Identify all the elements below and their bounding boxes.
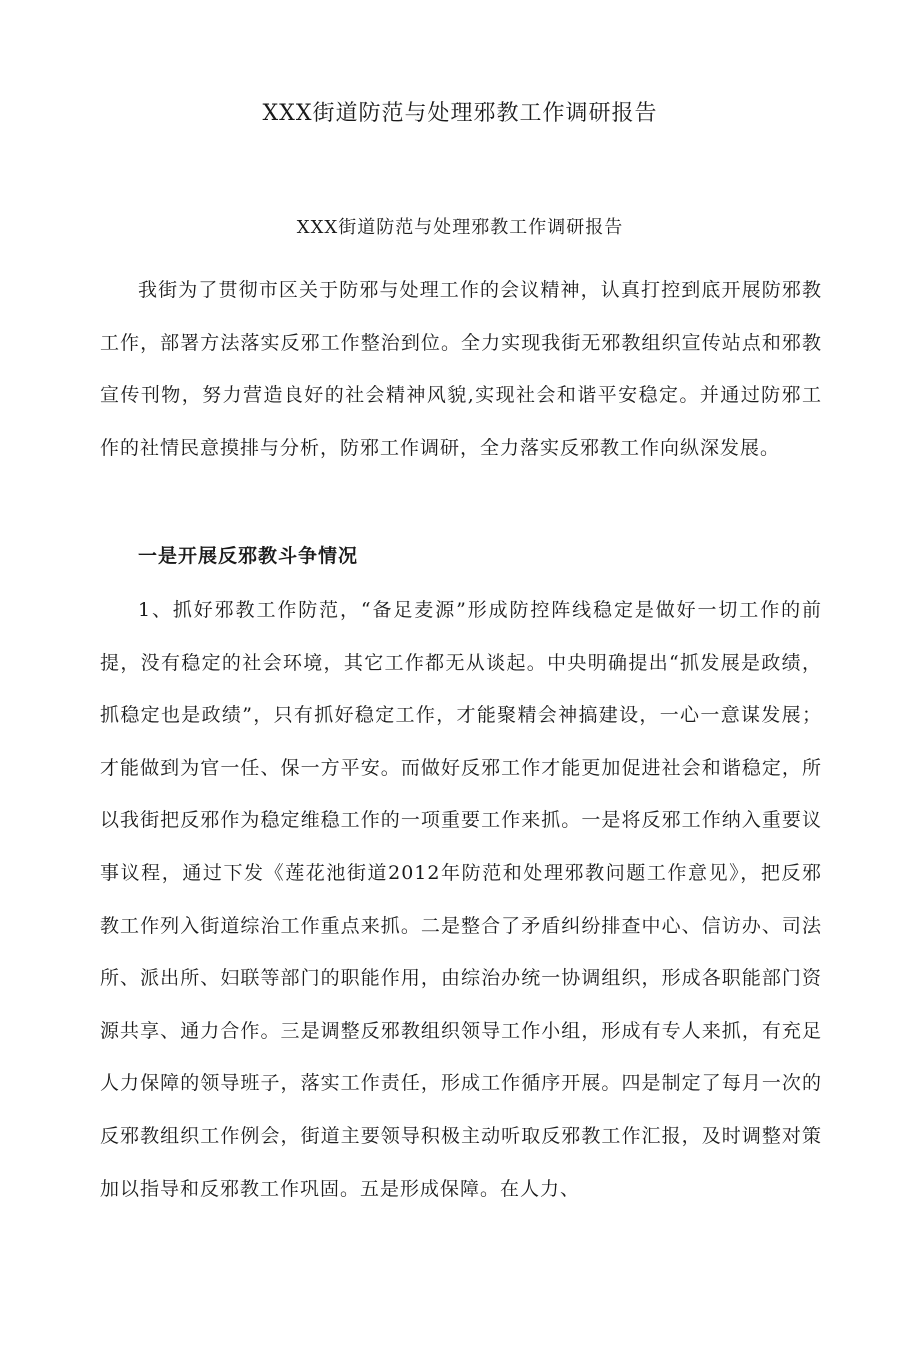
document-subtitle: XXX街道防范与处理邪教工作调研报告 [296,217,624,238]
document-title: XXX街道防范与处理邪教工作调研报告 [262,101,658,126]
section-paragraph: 1、抓好邪教工作防范，“备足麦源”形成防控阵线稳定是做好一切工作的前提，没有稳定的社会环境，其它工作都无从谈起。中央明确提出“抓发展是政绩，抓稳定也是政绩”，只有抓好稳定工作，才能聚精会神搞建设，一心一意谋发展；才能做到为官一任、保一方平安。而做好反邪工作才能更加促进社会和谐稳定，所以我街把反邪作为稳定维稳工作的一项重要工作来抓。一是将反邪工作纳入重要议事议程，通过下发《莲花池街道2012年防范和处理邪教问题工作意见》，把反邪教工作列入街道综治工作重点来抓。二是整合了矛盾纠纷排查中心、信访办、司法所、派出所、妇联等部门的职能作用，由综治办统一协调组织，形成各职能部门资源共享、通力合作。三是调整反邪教组织领导工作小组，形成有专人来抓，有充足人力保障的领导班子，落实工作责任，形成工作循序开展。四是制定了每月一次的反邪教组织工作例会，街道主要领导积极主动听取反邪教工作汇报，及时调整对策加以指导和反邪教工作巩固。五是形成保障。在人力、 [100,599,822,1200]
intro-paragraph: 我街为了贯彻市区关于防邪与处理工作的会议精神，认真打控到底开展防邪教工作，部署方法落实反邪工作整治到位。全力实现我街无邪教组织宣传站点和邪教宣传刊物，努力营造良好的社会精神风貌,实现社会和谐平安稳定。并通过防邪工作的社情民意摸排与分析，防邪工作调研，全力落实反邪教工作向纵深发展。 [100,279,822,459]
section-heading: 一是开展反邪教斗争情况 [138,545,359,567]
